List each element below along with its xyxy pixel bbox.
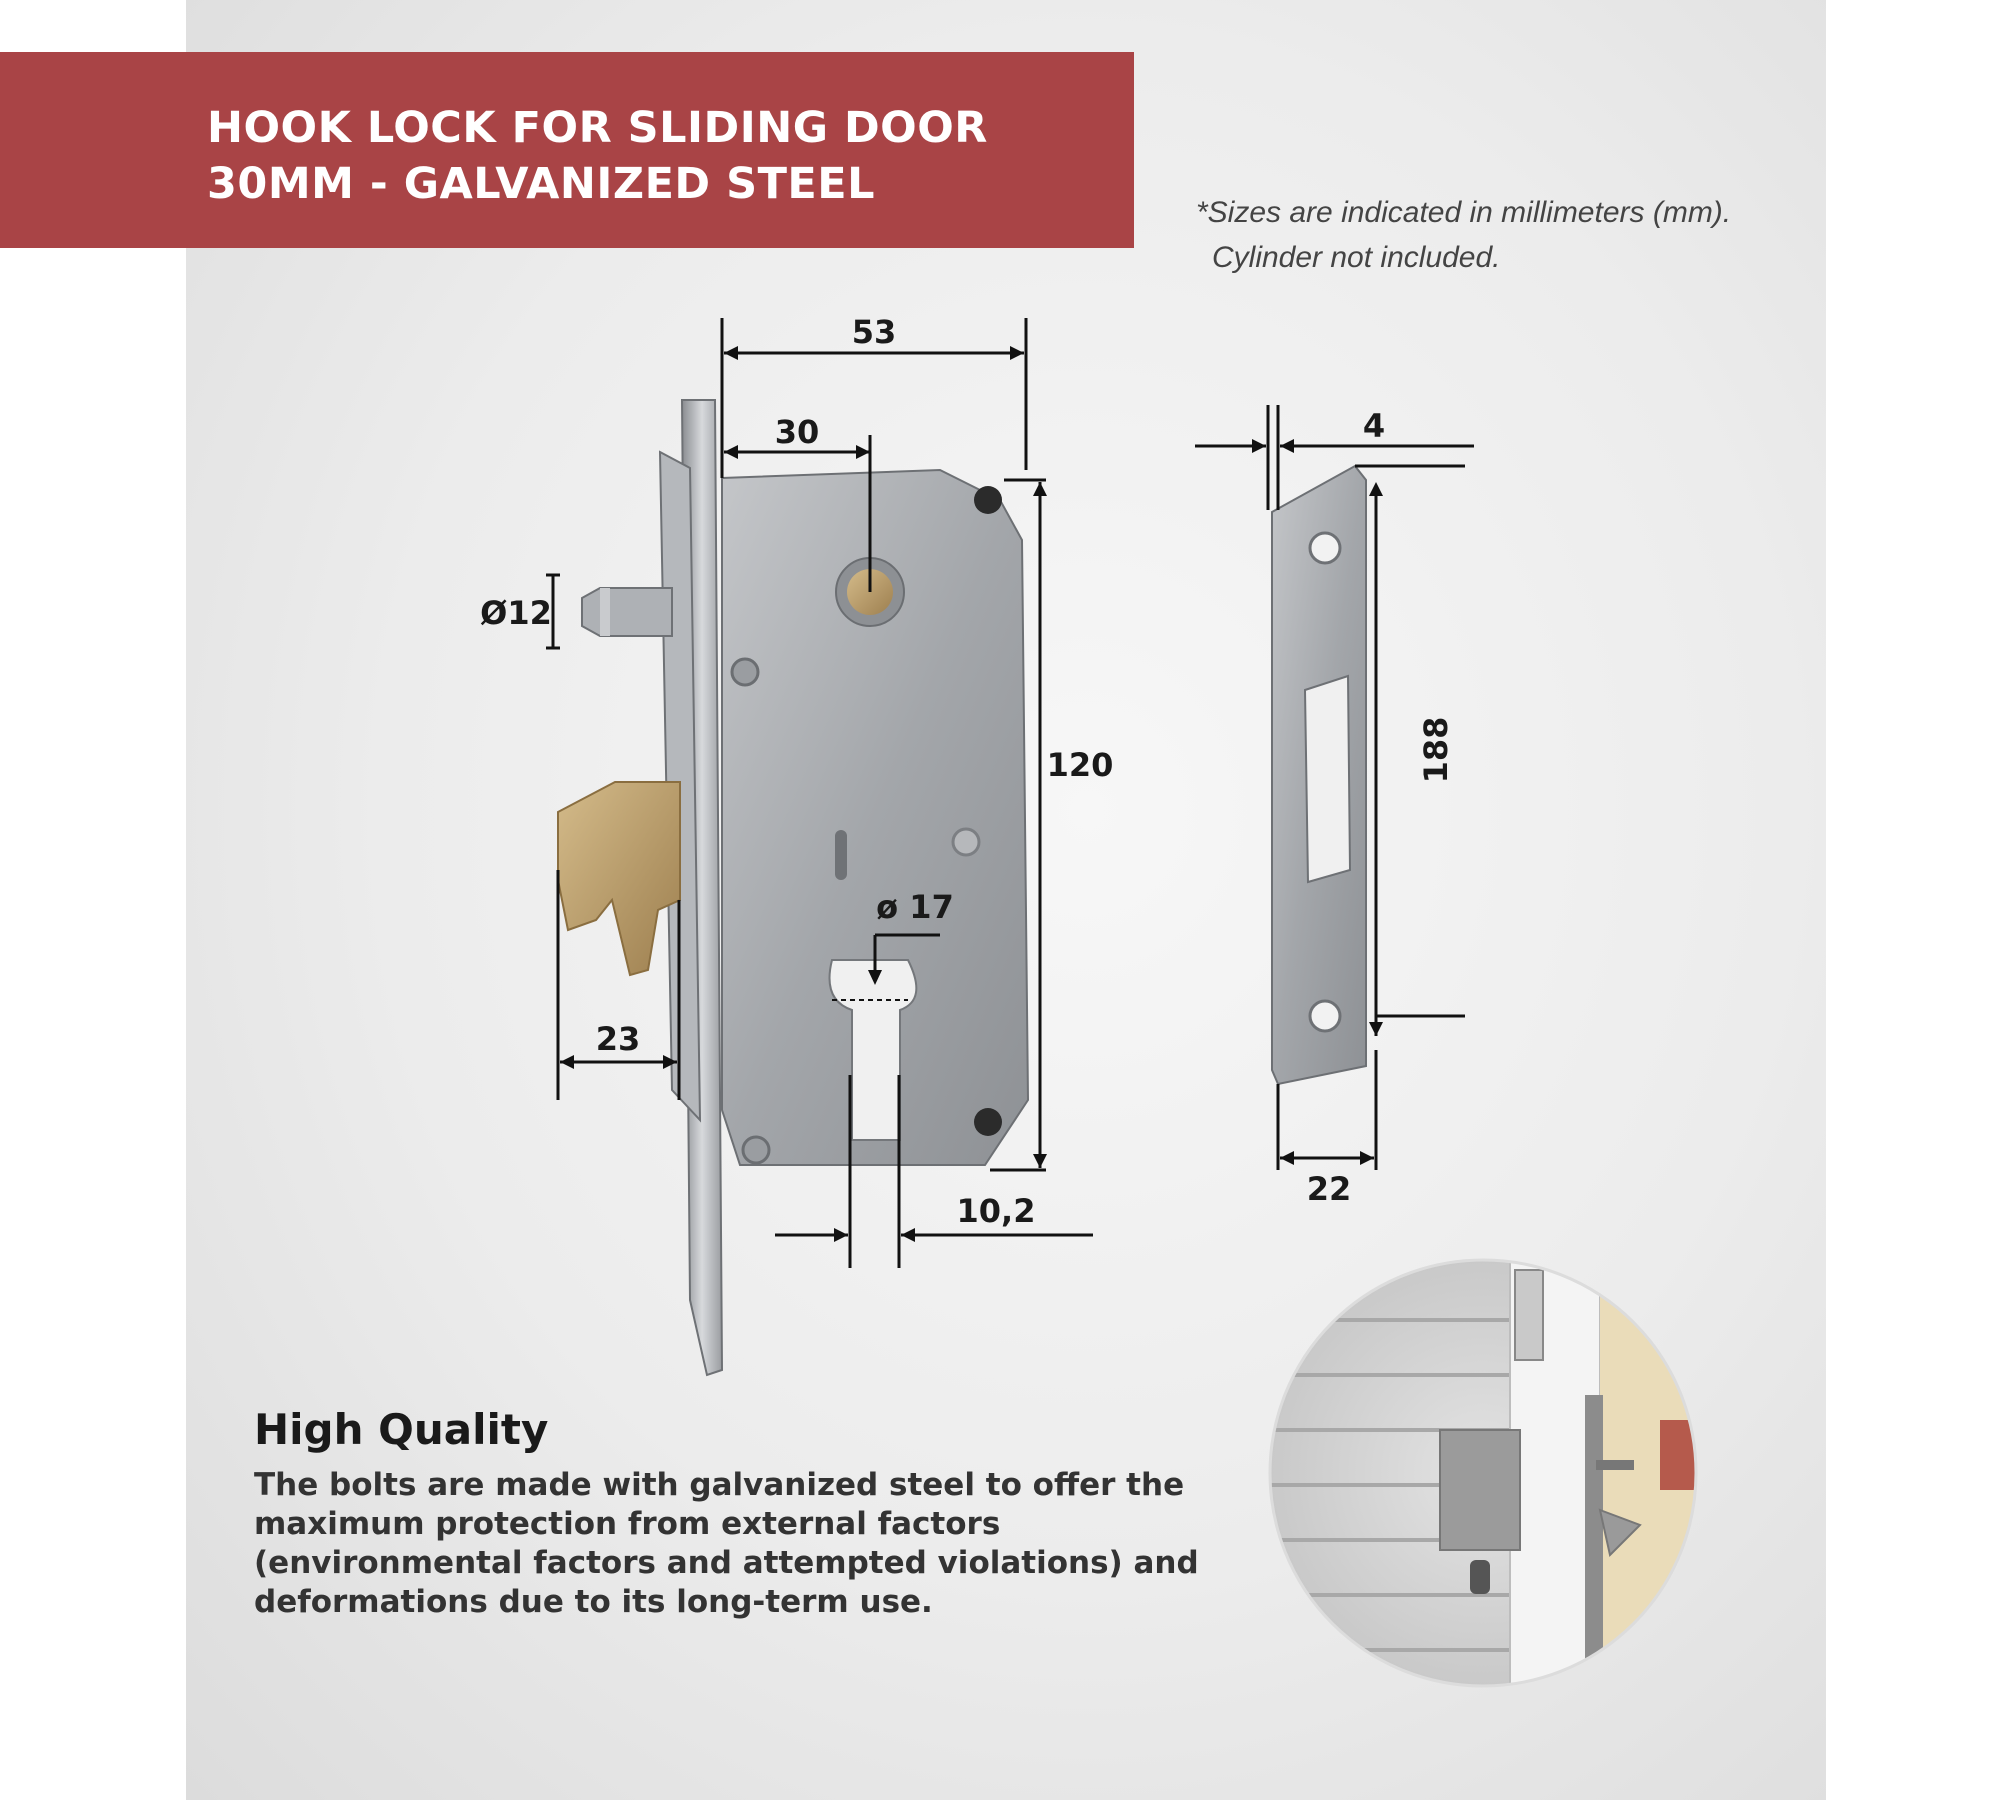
dim-hook-depth: 23 — [595, 1020, 641, 1058]
dim-height: 120 — [1046, 746, 1114, 784]
note-line-2: Cylinder not included. — [1212, 241, 1501, 274]
dim-cylinder-slot: 10,2 — [956, 1192, 1036, 1230]
dim-plate-width: 22 — [1306, 1170, 1352, 1208]
dim-cylinder-hole: ø 17 — [876, 888, 954, 926]
feature-title: High Quality — [254, 1405, 549, 1454]
dim-bolt-diameter: Ø12 — [480, 594, 552, 632]
note-line-1: *Sizes are indicated in millimeters (mm). — [1196, 196, 1732, 229]
feature-line-1: The bolts are made with galvanized steel to offer the — [254, 1467, 1185, 1503]
feature-body — [254, 1466, 1204, 1622]
title-line-1: HOOK LOCK FOR SLIDING DOOR — [207, 103, 988, 153]
strike-plate — [1272, 466, 1366, 1084]
dim-plate-thickness: 4 — [1362, 407, 1386, 445]
feature-line-2: maximum protection from external factors — [254, 1506, 1001, 1542]
dim-backset: 30 — [774, 413, 820, 451]
title-line-2: 30MM - GALVANIZED STEEL — [207, 159, 876, 209]
dim-width-total: 53 — [851, 313, 897, 351]
feature-line-3: (environmental factors and attempted violations) and — [254, 1545, 1199, 1581]
dim-plate-length: 188 — [1417, 716, 1455, 784]
round-bolt — [582, 588, 672, 636]
hook-bolt — [558, 782, 680, 975]
feature-line-4: deformations due to its long-term use. — [254, 1584, 933, 1620]
installation-photo — [1270, 1260, 1696, 1686]
